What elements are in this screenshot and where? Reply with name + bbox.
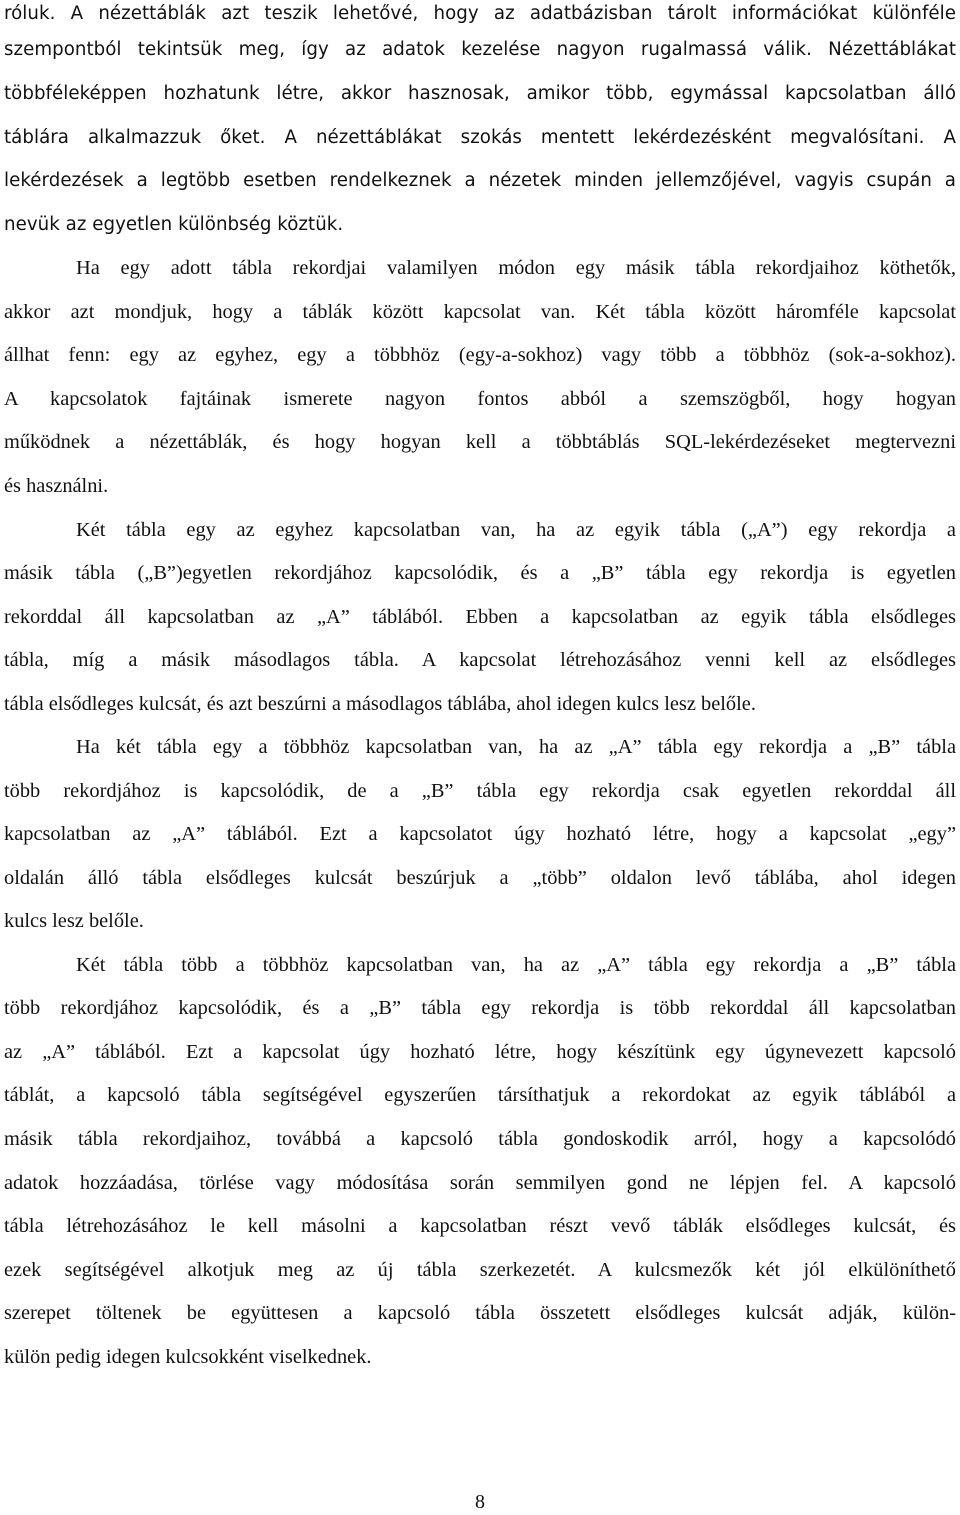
text-line: tábla, míg a másik másodlagos tábla. A kapcsolat létrehozásához venni kell az elsődleges xyxy=(4,649,956,671)
text-line: adatok hozzáadása, törlése vagy módosítása során semmilyen gond ne lépjen fel. A kapcsoló xyxy=(4,1172,956,1194)
text-line: akkor azt mondjuk, hogy a táblák között kapcsolat van. Két tábla között háromféle kapcsolat xyxy=(4,301,956,323)
text-line: ezek segítségével alkotjuk meg az új tábla szerkezetét. A kulcsmezők két jól elkülöníthető xyxy=(4,1259,956,1281)
text-line: másik tábla rekordjaihoz, továbbá a kapcsoló tábla gondoskodik arról, hogy a kapcsolódó xyxy=(4,1128,956,1150)
text-line: nevük az egyetlen különbség köztük. xyxy=(4,214,344,235)
text-line: tábla elsődleges kulcsát, és azt beszúrni a másodlagos táblába, ahol idegen kulcs lesz belőle. xyxy=(4,693,756,715)
text-line: táblát, a kapcsoló tábla segítségével egyszerűen társíthatjuk a rekordokat az egyik táblából a xyxy=(4,1084,956,1106)
text-line: róluk. A nézettáblák azt teszik lehetővé, hogy az adatbázisban tárolt információkat különféle xyxy=(4,3,956,24)
text-line: másik tábla („B”)egyetlen rekordjához kapcsolódik, és a „B” tábla egy rekordja is egyetlen xyxy=(4,562,956,584)
text-line: az „A” táblából. Ezt a kapcsolat úgy hozható létre, hogy készítünk egy úgynevezett kapcsoló xyxy=(4,1041,956,1063)
text-line: kapcsolatban az „A” táblából. Ezt a kapcsolatot úgy hozható létre, hogy a kapcsolat „egy” xyxy=(4,823,956,845)
text-line: állhat fenn: egy az egyhez, egy a többhöz (egy-a-sokhoz) vagy több a többhöz (sok-a-sokhoz). xyxy=(4,344,956,366)
text-line: külön pedig idegen kulcsokként viselkednek. xyxy=(4,1346,372,1368)
text-line: rekorddal áll kapcsolatban az „A” táblából. Ebben a kapcsolatban az egyik tábla elsődleges xyxy=(4,606,956,628)
text-line: oldalán álló tábla elsődleges kulcsát beszúrjuk a „több” oldalon levő táblába, ahol idegen xyxy=(4,867,956,889)
text-line: táblára alkalmazzuk őket. A nézettáblákat szokás mentett lekérdezésként megvalósítani. A xyxy=(4,127,956,148)
text-line: Ha két tábla egy a többhöz kapcsolatban van, ha az „A” tábla egy rekordja a „B” tábla xyxy=(76,736,956,758)
text-line: többféleképpen hozhatunk létre, akkor hasznosak, amikor több, egymással kapcsolatban álló xyxy=(4,83,956,104)
text-line: kulcs lesz belőle. xyxy=(4,910,144,932)
text-line: Két tábla egy az egyhez kapcsolatban van, ha az egyik tábla („A”) egy rekordja a xyxy=(76,519,956,541)
text-line: tábla létrehozásához le kell másolni a kapcsolatban részt vevő táblák elsődleges kulcsát, és xyxy=(4,1215,956,1237)
page-number: 8 xyxy=(475,1491,485,1513)
text-line: lekérdezések a legtöbb esetben rendelkeznek a nézetek minden jellemzőjével, vagyis csupán a xyxy=(4,170,956,191)
text-line: több rekordjához is kapcsolódik, de a „B” tábla egy rekordja csak egyetlen rekorddal áll xyxy=(4,780,956,802)
text-line: Két tábla több a többhöz kapcsolatban van, ha az „A” tábla egy rekordja a „B” tábla xyxy=(76,954,956,976)
text-line: több rekordjához kapcsolódik, és a „B” tábla egy rekordja is több rekorddal áll kapcsolatban xyxy=(4,997,956,1019)
text-line: működnek a nézettáblák, és hogy hogyan kell a többtáblás SQL-lekérdezéseket megtervezni xyxy=(4,431,956,453)
text-line: és használni. xyxy=(4,475,109,497)
text-line: Ha egy adott tábla rekordjai valamilyen módon egy másik tábla rekordjaihoz köthetők, xyxy=(76,257,956,279)
text-line: szempontból tekintsük meg, így az adatok kezelése nagyon rugalmassá válik. Nézettáblákat xyxy=(4,39,956,60)
text-line: A kapcsolatok fajtáinak ismerete nagyon fontos abból a szemszögből, hogy hogyan xyxy=(4,388,956,410)
text-line: szerepet töltenek be együttesen a kapcsoló tábla összetett elsődleges kulcsát adják, külön- xyxy=(4,1302,956,1324)
